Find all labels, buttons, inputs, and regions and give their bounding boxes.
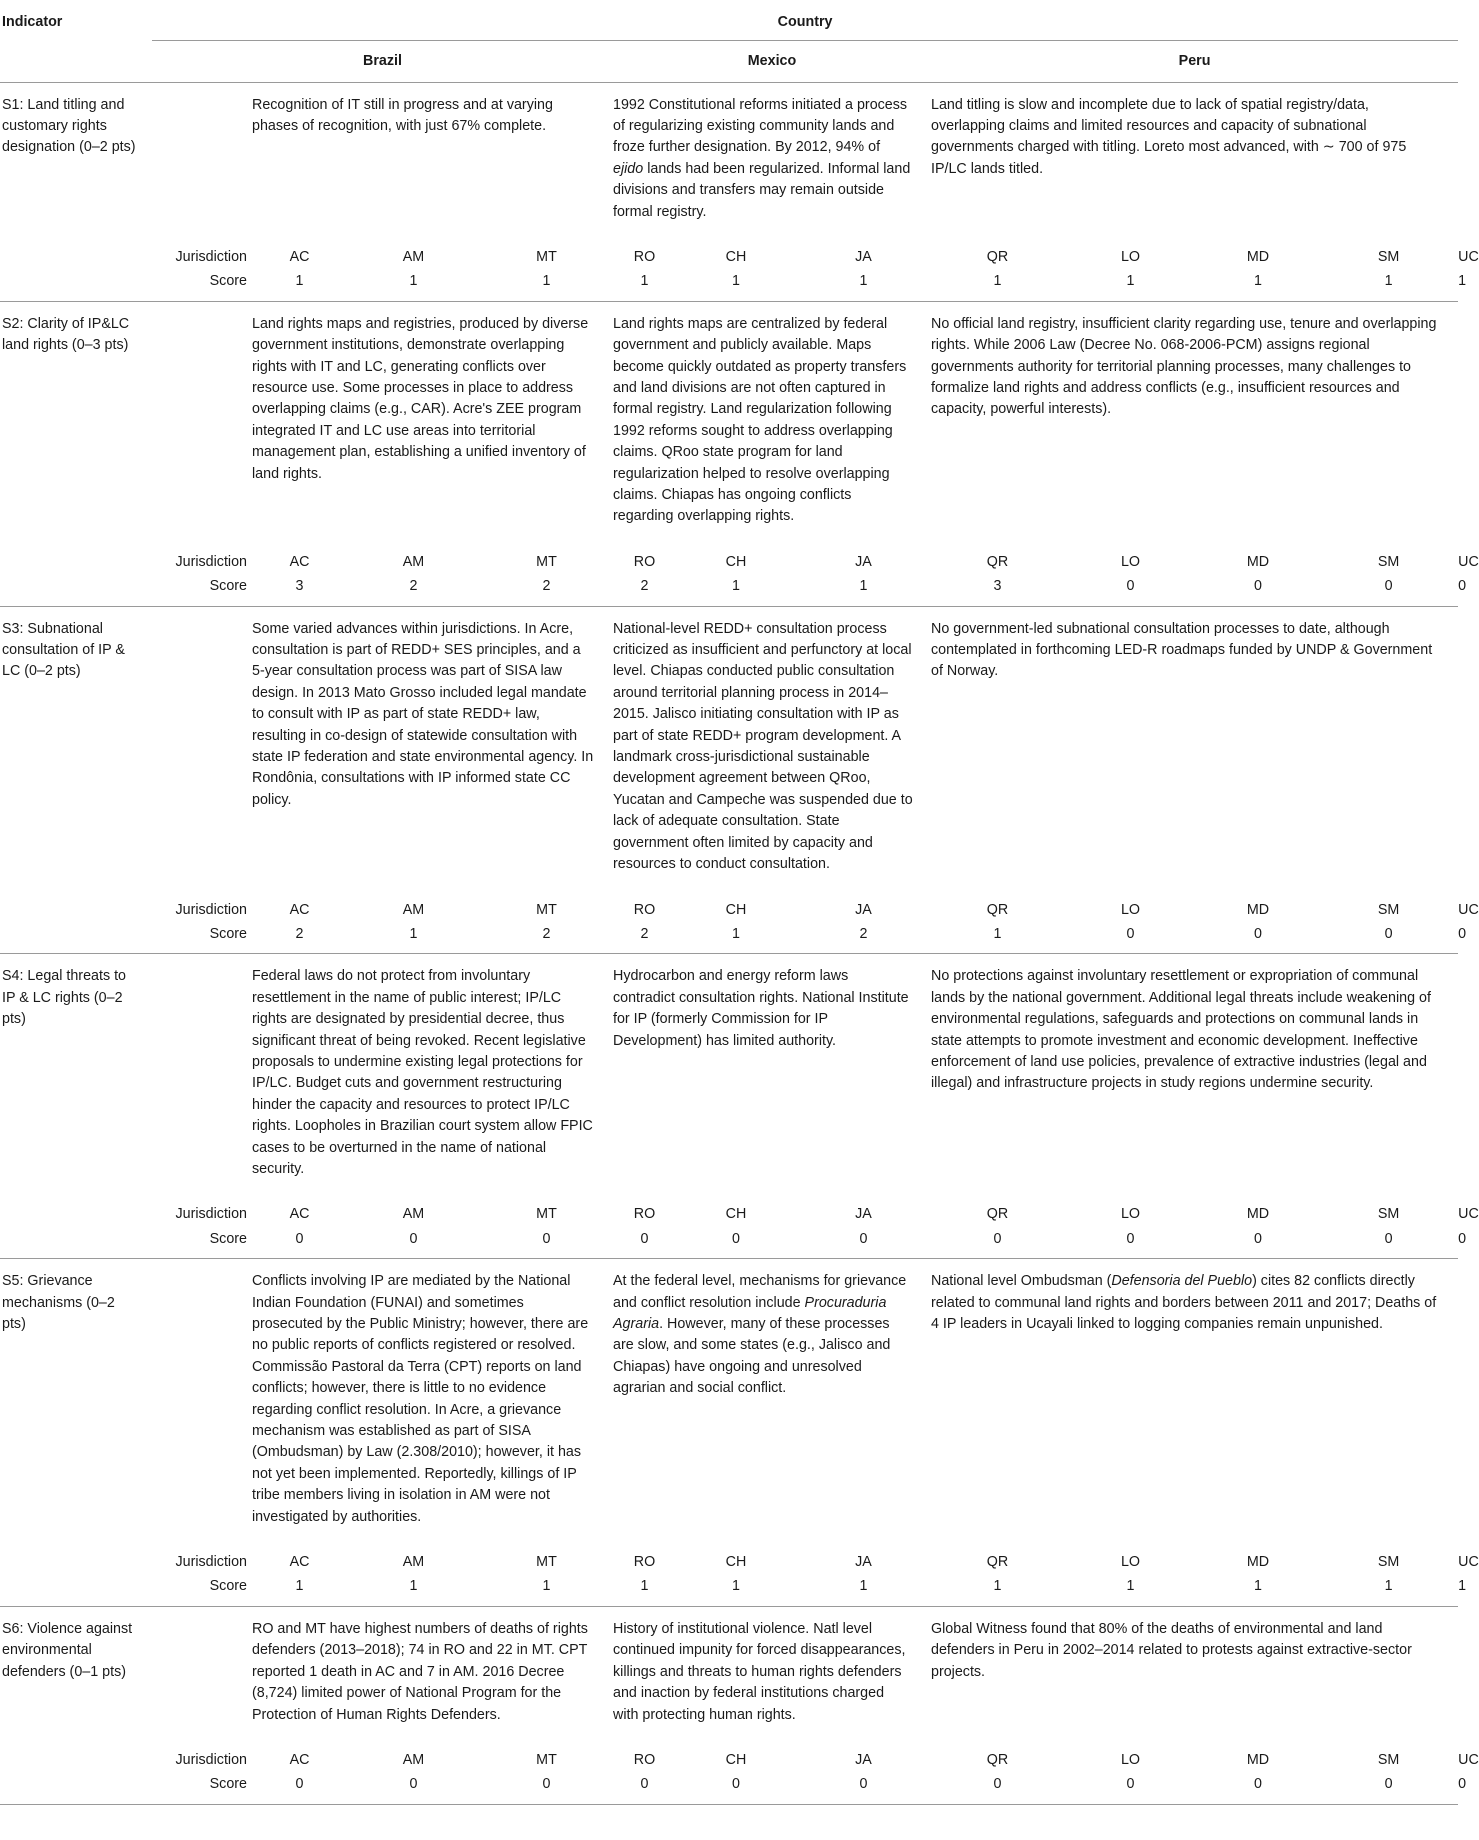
jurisdiction-code: MT bbox=[536, 248, 557, 265]
jurisdiction-label: Jurisdiction bbox=[175, 1206, 247, 1223]
jurisdiction-code: AM bbox=[402, 1206, 425, 1223]
score-value: 0 bbox=[1319, 921, 1458, 954]
jurisdiction-code: MD bbox=[1246, 248, 1270, 265]
score-row: Score 1 1 1 1 1 1 1 1 1 1 1 bbox=[0, 268, 1458, 301]
jurisdiction-code: SM bbox=[1377, 901, 1400, 918]
score-row: Score 1 1 1 1 1 1 1 1 1 1 1 bbox=[0, 1573, 1458, 1606]
indicator-header: Indicator bbox=[0, 0, 152, 82]
score-value: 0 bbox=[1319, 1771, 1458, 1804]
score-value: 1 bbox=[347, 1573, 480, 1606]
jurisdiction-code: MT bbox=[536, 1751, 557, 1768]
jurisdiction-row: Jurisdiction AC AM MT RO CH JA QR LO MD SM UC bbox=[0, 892, 1458, 921]
jurisdiction-label: Jurisdiction bbox=[175, 553, 247, 570]
score-label: Score bbox=[152, 1226, 252, 1259]
spacer-cell bbox=[152, 606, 252, 891]
score-value: 0 bbox=[1319, 573, 1458, 606]
score-value: 1 bbox=[1064, 268, 1197, 301]
jurisdiction-code: RO bbox=[633, 901, 656, 918]
jurisdiction-code: JA bbox=[855, 901, 872, 918]
indicator-label: S2: Clarity of IP&LC land rights (0–3 pts) bbox=[0, 301, 152, 606]
jurisdiction-row: Jurisdiction AC AM MT RO CH JA QR LO MD SM UC bbox=[0, 1544, 1458, 1573]
jurisdiction-code: QR bbox=[986, 248, 1009, 265]
jurisdiction-code: RO bbox=[633, 248, 656, 265]
score-value: 1 bbox=[931, 921, 1064, 954]
jurisdiction-code: CH bbox=[725, 1751, 747, 1768]
mexico-description bbox=[613, 954, 931, 1197]
mexico-description-text: History of institutional violence. Natl level continued impunity for forced disappearances, killings and threats to human rights defenders and inaction by federal institutions charged with protecting human rights. bbox=[613, 1620, 906, 1723]
jurisdiction-code: RO bbox=[633, 1554, 656, 1571]
score-value: 0 bbox=[1319, 1226, 1458, 1259]
header-row-2 bbox=[0, 40, 1458, 82]
score-value: 1 bbox=[676, 921, 796, 954]
score-value: 1 bbox=[796, 268, 931, 301]
score-value: 0 bbox=[676, 1226, 796, 1259]
spacer-cell bbox=[152, 301, 252, 544]
score-value: 0 bbox=[1197, 921, 1319, 954]
jurisdiction-code: MD bbox=[1246, 1554, 1270, 1571]
score-value: 1 bbox=[931, 268, 1064, 301]
jurisdiction-code: CH bbox=[725, 901, 747, 918]
score-value: 1 bbox=[613, 268, 676, 301]
jurisdiction-code: MD bbox=[1246, 1206, 1270, 1223]
indicator-row bbox=[0, 954, 1458, 1197]
jurisdiction-code: RO bbox=[633, 1751, 656, 1768]
jurisdiction-code: AC bbox=[289, 1554, 310, 1571]
jurisdiction-code: JA bbox=[855, 248, 872, 265]
jurisdiction-code: AC bbox=[289, 901, 310, 918]
jurisdiction-code: AM bbox=[402, 901, 425, 918]
indicator-label: S4: Legal threats to IP & LC rights (0–2 pts) bbox=[0, 954, 152, 1259]
indicator-label: S6: Violence against environmental defenders (0–1 pts) bbox=[0, 1606, 152, 1804]
mexico-description-text: 1992 Constitutional reforms initiated a process of regularizing existing community lands and froze further designation. By 2012, 94% of bbox=[613, 96, 908, 156]
brazil-description: RO and MT have highest numbers of deaths of rights defenders (2013–2018); 74 in RO and 22 in MT. CPT reported 1 death in AC and 7 in AM. 2016 Decree (8,724) limited power of National Program for the Protection of Human Rights Defenders. bbox=[252, 1620, 588, 1723]
score-value: 0 bbox=[1197, 1226, 1319, 1259]
score-value: 0 bbox=[252, 1771, 347, 1804]
score-value: 2 bbox=[480, 573, 613, 606]
indicator-row bbox=[0, 1606, 1458, 1742]
jurisdiction-code: JA bbox=[855, 1751, 872, 1768]
score-value: 2 bbox=[480, 921, 613, 954]
mexico-description-text: . However, many of these processes are slow, and some states (e.g., Jalisco and Chiapas) have ongoing and unresolved agrarian and social conflict. bbox=[613, 1316, 891, 1397]
score-value: 0 bbox=[1064, 573, 1197, 606]
brazil-header: Brazil bbox=[152, 40, 613, 82]
score-value: 0 bbox=[613, 1771, 676, 1804]
jurisdiction-code: RO bbox=[633, 553, 656, 570]
jurisdiction-code: LO bbox=[1120, 248, 1141, 265]
score-label: Score bbox=[152, 573, 252, 606]
peru-description: No government-led subnational consultation processes to date, although contemplated in forthcoming LED-R roadmaps funded by UNDP & Government of Norway. bbox=[931, 620, 1433, 680]
jurisdiction-code: LO bbox=[1120, 1751, 1141, 1768]
score-value: 0 bbox=[1197, 1771, 1319, 1804]
indicator-label: S5: Grievance mechanisms (0–2 pts) bbox=[0, 1259, 152, 1607]
score-value: 1 bbox=[796, 573, 931, 606]
jurisdiction-code: CH bbox=[725, 1206, 747, 1223]
indicator-row bbox=[0, 606, 1458, 891]
score-row: Score 0 0 0 0 0 0 0 0 0 0 0 bbox=[0, 1226, 1458, 1259]
score-value: 2 bbox=[613, 573, 676, 606]
jurisdiction-code: SM bbox=[1377, 248, 1400, 265]
mexico-description bbox=[613, 606, 931, 891]
brazil-description: Conflicts involving IP are mediated by the National Indian Foundation (FUNAI) and sometimes prosecuted by the Public Ministry; however, there are no public reports of conflicts registered or resolved. Commissão Pastoral da Terra (CPT) reports on land conflicts; however, there is little to no evidence regarding conflict resolution. In Acre, a grievance mechanism was established as part of SISA (Ombudsman) by Law (2.308/2010); however, it has not yet been implemented. Reportedly, killings of IP tribe members living in isolation in AM were not investigated by authorities. bbox=[252, 1273, 589, 1525]
score-row: Score 3 2 2 2 1 1 3 0 0 0 0 bbox=[0, 573, 1458, 606]
jurisdiction-row: Jurisdiction AC AM MT RO CH JA QR LO MD SM UC bbox=[0, 239, 1458, 268]
score-value: 0 bbox=[480, 1771, 613, 1804]
score-value: 1 bbox=[676, 1573, 796, 1606]
jurisdiction-code: QR bbox=[986, 1206, 1009, 1223]
score-value: 1 bbox=[1319, 268, 1458, 301]
jurisdiction-code: MT bbox=[536, 553, 557, 570]
jurisdiction-row: Jurisdiction AC AM MT RO CH JA QR LO MD SM UC bbox=[0, 544, 1458, 573]
score-value: 1 bbox=[480, 268, 613, 301]
indicator-row bbox=[0, 1259, 1458, 1544]
score-value: 2 bbox=[796, 921, 931, 954]
score-value: 1 bbox=[1064, 1573, 1197, 1606]
jurisdiction-code: QR bbox=[986, 1751, 1009, 1768]
score-value: 1 bbox=[347, 921, 480, 954]
score-value: 1 bbox=[613, 1573, 676, 1606]
peru-description: No official land registry, insufficient clarity regarding use, tenure and overlapping rights. While 2006 Law (Decree No. 068-2006-PCM) assigns regional governments authority for territorial planning processes, many challenges to formalize land rights and address conflicts (e.g., insufficient resources and capacity, powerful interests). bbox=[931, 315, 1437, 418]
jurisdiction-code: LO bbox=[1120, 553, 1141, 570]
score-value: 2 bbox=[252, 921, 347, 954]
peru-description: No protections against involuntary resettlement or expropriation of communal lands by the national government. Additional legal threats include weakening of environmental regulations, safeguards and protections on communal lands in state attempts to promote investment and economic development. Ineffective enforcement of land use policies, prevalence of extractive industries (legal and illegal) and infrastructure projects in study regions undermine security. bbox=[931, 968, 1431, 1092]
score-value: 0 bbox=[931, 1226, 1064, 1259]
mexico-description-italic: ejido bbox=[613, 160, 644, 177]
score-value: 1 bbox=[347, 268, 480, 301]
spacer-cell bbox=[152, 82, 252, 239]
jurisdiction-code: AM bbox=[402, 1554, 425, 1571]
score-value: 3 bbox=[252, 573, 347, 606]
mexico-header: Mexico bbox=[613, 40, 931, 82]
jurisdiction-code: JA bbox=[855, 1206, 872, 1223]
score-value: 0 bbox=[1197, 573, 1319, 606]
jurisdiction-code: MT bbox=[536, 901, 557, 918]
jurisdiction-code: JA bbox=[855, 553, 872, 570]
mexico-description bbox=[613, 301, 931, 544]
jurisdiction-code: SM bbox=[1377, 1554, 1400, 1571]
score-value: 0 bbox=[796, 1226, 931, 1259]
score-value: 1 bbox=[931, 1573, 1064, 1606]
jurisdiction-code: CH bbox=[725, 1554, 747, 1571]
jurisdiction-label: Jurisdiction bbox=[175, 1751, 247, 1768]
score-row: Score 0 0 0 0 0 0 0 0 0 0 0 bbox=[0, 1771, 1458, 1804]
jurisdiction-code: AC bbox=[289, 1751, 310, 1768]
jurisdiction-code: SM bbox=[1377, 1751, 1400, 1768]
score-value: 3 bbox=[931, 573, 1064, 606]
score-value: 2 bbox=[613, 921, 676, 954]
score-value: 0 bbox=[613, 1226, 676, 1259]
score-value: 0 bbox=[347, 1771, 480, 1804]
jurisdiction-row: Jurisdiction AC AM MT RO CH JA QR LO MD SM UC bbox=[0, 1196, 1458, 1225]
jurisdiction-label: Jurisdiction bbox=[175, 248, 247, 265]
mexico-description-italic: Procuraduria Agraria bbox=[613, 1294, 887, 1332]
score-value: 1 bbox=[1197, 268, 1319, 301]
score-value: 0 bbox=[1064, 1771, 1197, 1804]
jurisdiction-label: Jurisdiction bbox=[175, 901, 247, 918]
score-value: 1 bbox=[252, 268, 347, 301]
jurisdiction-code: RO bbox=[633, 1206, 656, 1223]
score-value: 0 bbox=[1064, 921, 1197, 954]
jurisdiction-label: Jurisdiction bbox=[175, 1554, 247, 1571]
spacer-cell bbox=[152, 1606, 252, 1742]
score-label: Score bbox=[152, 1573, 252, 1606]
indicator-label: S1: Land titling and customary rights designation (0–2 pts) bbox=[0, 82, 152, 301]
score-value: 0 bbox=[347, 1226, 480, 1259]
mexico-description-text: Land rights maps are centralized by federal government and publicly available. Maps become quickly outdated as property transfers and land divisions are not often captured in formal registry. Land regularization following 1992 reforms sought to address overlapping claims. QRoo state program for land regularization helped to resolve overlapping claims. Chiapas has ongoing conflicts regarding overlapping rights. bbox=[613, 315, 907, 525]
score-value: 0 bbox=[1064, 1226, 1197, 1259]
jurisdiction-code: AC bbox=[289, 553, 310, 570]
peru-description-italic: Defensoria del Pueblo bbox=[1111, 1273, 1253, 1290]
jurisdiction-code: MT bbox=[536, 1206, 557, 1223]
mexico-description bbox=[613, 1606, 931, 1742]
jurisdiction-code: AM bbox=[402, 1751, 425, 1768]
score-value: 1 bbox=[1197, 1573, 1319, 1606]
score-value: 0 bbox=[931, 1771, 1064, 1804]
jurisdiction-code: CH bbox=[725, 553, 747, 570]
score-value: 1 bbox=[480, 1573, 613, 1606]
jurisdiction-code: AC bbox=[289, 248, 310, 265]
jurisdiction-code: LO bbox=[1120, 901, 1141, 918]
score-value: 1 bbox=[252, 1573, 347, 1606]
brazil-description: Land rights maps and registries, produced by diverse government institutions, demonstrate overlapping rights with IT and LC, generating conflicts over resource use. Some processes in place to address overlapping claims (e.g., CAR). Acre's ZEE program integrated IT and LC use areas into territorial management plan, establishing a unified inventory of land rights. bbox=[252, 315, 589, 482]
score-value: 0 bbox=[796, 1771, 931, 1804]
jurisdiction-code: SM bbox=[1377, 553, 1400, 570]
jurisdiction-code: JA bbox=[855, 1554, 872, 1571]
peru-description: Land titling is slow and incomplete due to lack of spatial registry/data, overlapping claims and limited resources and capacity of subnational governments charged with titling. Loreto most advanced, with ∼ 700 of 975 IP/LC lands titled. bbox=[931, 96, 1407, 177]
jurisdiction-code: AM bbox=[402, 553, 425, 570]
jurisdiction-code: SM bbox=[1377, 1206, 1400, 1223]
jurisdiction-code: LO bbox=[1120, 1206, 1141, 1223]
jurisdiction-code: AM bbox=[402, 248, 425, 265]
score-value: 0 bbox=[252, 1226, 347, 1259]
mexico-description-text: National-level REDD+ consultation process criticized as insufficient and perfunctory at local level. Chiapas conducted public consultation around territorial planning process in 2014–2015. Jalisco initiating consultation with IP as part of state REDD+ program development. A landmark cross-jurisdictional sustainable development agreement between QRoo, Yucatan and Campeche was suspended due to lack of adequate consultation. State government often limited by capacity and resources to conduct consultation. bbox=[613, 620, 913, 873]
jurisdiction-code: MD bbox=[1246, 553, 1270, 570]
indicator-row bbox=[0, 82, 1458, 239]
score-value: 1 bbox=[1319, 1573, 1458, 1606]
jurisdiction-code: LO bbox=[1120, 1554, 1141, 1571]
mexico-description-text: Hydrocarbon and energy reform laws contradict consultation rights. National Institute for IP (formerly Commission for IP Development) has limited authority. bbox=[613, 968, 909, 1049]
score-label: Score bbox=[152, 1771, 252, 1804]
jurisdiction-row: Jurisdiction AC AM MT RO CH JA QR LO MD SM UC bbox=[0, 1742, 1458, 1771]
mexico-description-text: lands had been regularized. Informal land divisions and transfers may remain outside formal registry. bbox=[613, 160, 911, 220]
mexico-description bbox=[613, 82, 931, 239]
jurisdiction-code: MD bbox=[1246, 1751, 1270, 1768]
jurisdiction-code: QR bbox=[986, 553, 1009, 570]
peru-header: Peru bbox=[931, 40, 1458, 82]
score-value: 0 bbox=[480, 1226, 613, 1259]
score-value: 1 bbox=[796, 1573, 931, 1606]
brazil-description: Some varied advances within jurisdictions. In Acre, consultation is part of REDD+ SES principles, and a 5-year consultation process was part of SISA law design. In 2013 Mato Grosso included legal mandate to consult with IP as part of state REDD+ law, resulting in co-design of statewide consultation with state IP federation and state environmental agency. In Rondônia, consultations with IP informed state CC policy. bbox=[252, 620, 594, 808]
mexico-description-text: At the federal level, mechanisms for grievance and conflict resolution include bbox=[613, 1273, 907, 1311]
jurisdiction-code: MT bbox=[536, 1554, 557, 1571]
indicator-label: S3: Subnational consultation of IP & LC (0–2 pts) bbox=[0, 606, 152, 954]
spacer-cell bbox=[152, 1259, 252, 1544]
peru-description: Global Witness found that 80% of the deaths of environmental and land defenders in Peru in 2002–2014 related to protests against extractive-sector projects. bbox=[931, 1620, 1412, 1680]
score-label: Score bbox=[152, 921, 252, 954]
jurisdiction-code: QR bbox=[986, 1554, 1009, 1571]
jurisdiction-code: CH bbox=[725, 248, 747, 265]
spacer-cell bbox=[152, 954, 252, 1197]
score-label: Score bbox=[152, 268, 252, 301]
brazil-description: Federal laws do not protect from involuntary resettlement in the name of public interest; IP/LC rights are designated by presidential decree, thus significant threat of being revoked. Recent legislative proposals to undermine existing legal protections for IP/LC. Budget cuts and government restructuring hinder the capacity and resources to protect IP/LC rights. Loopholes in Brazilian court system allow FPIC cases to be overturned in the name of national security. bbox=[252, 968, 593, 1177]
brazil-description: Recognition of IT still in progress and at varying phases of recognition, with just 67% complete. bbox=[252, 96, 553, 134]
mexico-description bbox=[613, 1259, 931, 1544]
score-value: 1 bbox=[676, 268, 796, 301]
score-row: Score 2 1 2 2 1 2 1 0 0 0 0 bbox=[0, 921, 1458, 954]
score-value: 1 bbox=[676, 573, 796, 606]
jurisdiction-code: QR bbox=[986, 901, 1009, 918]
jurisdiction-code: AC bbox=[289, 1206, 310, 1223]
country-header: Country bbox=[152, 0, 1458, 40]
jurisdiction-code: MD bbox=[1246, 901, 1270, 918]
header-row-1 bbox=[0, 0, 1458, 40]
peru-description-text: ) cites 82 conflicts directly related to communal land rights and borders between 2011 and 2017; Deaths of 4 IP leaders in Ucayali linked to logging companies remain unpunished. bbox=[931, 1273, 1437, 1332]
score-value: 2 bbox=[347, 573, 480, 606]
score-value: 0 bbox=[676, 1771, 796, 1804]
indicator-row bbox=[0, 301, 1458, 544]
peru-description bbox=[931, 1259, 1458, 1544]
peru-description-text: National level Ombudsman ( bbox=[931, 1273, 1112, 1290]
